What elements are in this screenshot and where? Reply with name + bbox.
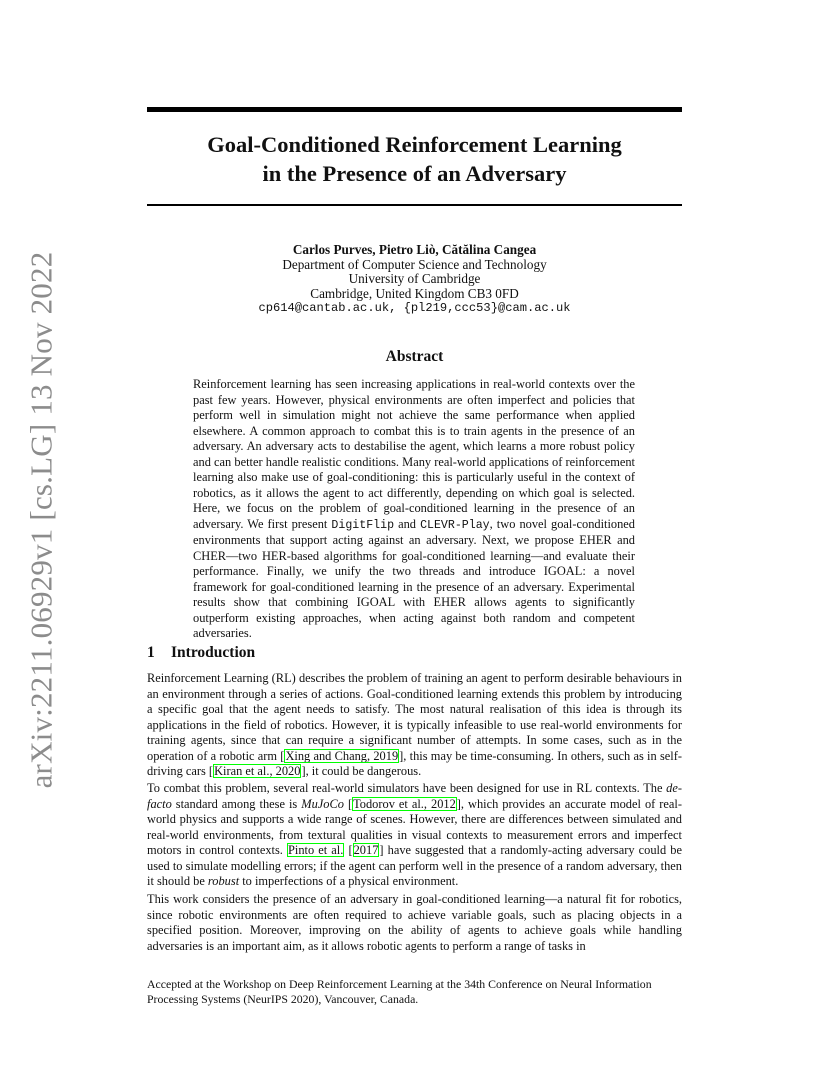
- title-bottom-rule: [147, 204, 682, 206]
- citation-link[interactable]: Pinto et al.: [287, 843, 344, 857]
- intro-paragraph-1: Reinforcement Learning (RL) describes the problem of training an agent to perform desirable behaviours in an environment through a series of actions. Goal-conditioned learning extends this problem by introducing a specific goal that the agent needs to satisfy. The most natural realisation of this idea is through its applications in the field of robotics. However, it is typically infeasible to use real-world environments for training agents, since that can require a significant number of attempts. In some cases, such as in the operation of a robotic arm [Xing and Chang, 2019], this may be time-consuming. In others, such as in self-driving cars [Kiran et al., 2020], it could be dangerous.: [147, 671, 682, 778]
- arxiv-stamp-text: arXiv:2211.06929v1 [cs.LG] 13 Nov 2022: [23, 251, 59, 789]
- section-number: 1: [147, 644, 155, 661]
- title-line-1: Goal-Conditioned Reinforcement Learning: [207, 132, 622, 157]
- arxiv-stamp: [22, 251, 60, 789]
- intro-paragraph-3: This work considers the presence of an adversary in goal-conditioned learning—a natural fit for robotics, since robotic environments are often required to achieve variable goals, such as placing objects in a specified position. Moreover, improving on the ability of agents to achieve goals while handling adversaries is an important aim, as it allows robotic agents to perform a range of tasks in: [147, 892, 682, 953]
- citation-link[interactable]: Xing and Chang, 2019: [285, 748, 399, 763]
- intro-paragraph-2: To combat this problem, several real-world simulators have been designed for use in RL contexts. The de-facto standard among these is MuJoCo [Todorov et al., 2012], which provides an accurate model of real-world physics and supports a wide range of scenes. However, there are differences between simulated and real-world environments, from textural qualities in visual contexts to measurement errors and imperfect motors in control contexts. Pinto et al. [2017] have suggested that a randomly-acting adversary could be used to simulate modelling errors; if the agent can perform well in the presence of a random adversary, then it should be robust to imperfections of a physical environment.: [147, 781, 682, 888]
- title-line-2: in the Presence of an Adversary: [262, 161, 567, 186]
- citation-link[interactable]: Kiran et al., 2020: [214, 764, 301, 778]
- paper-title: [147, 130, 682, 188]
- author-names: Carlos Purves, Pietro Liò, Cătălina Cangea: [292, 242, 537, 257]
- abstract-heading: Abstract: [385, 348, 444, 365]
- abstract-text: Reinforcement learning has seen increasing applications in real-world contexts over the past few years. However, physical environments are often imperfect and policies that perform well in simulation might not achieve the same performance when applied elsewhere. A common approach to combat this is to train agents in the presence of an adversary. An adversary acts to destabilise the agent, which learns a more robust policy and can better handle realistic conditions. Many real-world applications of reinforcement learning also make use of goal-conditioning: this is particularly useful in the context of robotics, as it allows the agent to act differently, depending on which goal is selected. Here, we focus on the problem of goal-conditioned learning in the presence of an adversary. We first present DigitFlip and CLEVR-Play, two novel goal-conditioned environments that support acting against an adversary. Next, we propose EHER and CHER—two HER-based algorithms for goal-conditioned learning—and evaluate their performance. Finally, we unify the two threads and introduce IGOAL: a novel framework for goal-conditioned learning in the presence of an adversary. Experimental results show that combining IGOAL with EHER allows agents to significantly outperform existing approaches, when acting against both random and competent adversaries.: [193, 377, 635, 640]
- section-heading-introduction: [147, 644, 255, 662]
- author-university: University of Cambridge: [348, 271, 481, 287]
- author-emails: cp614@cantab.ac.uk, {pl219,ccc53}@cam.ac.uk: [258, 301, 571, 316]
- venue-footnote: Accepted at the Workshop on Deep Reinforcement Learning at the 34th Conference on Neural Information Processing Systems (NeurIPS 2020), Vancouver, Canada.: [147, 977, 652, 1006]
- author-location: Cambridge, United Kingdom CB3 0FD: [310, 285, 519, 301]
- env-name-clevr-play: CLEVR-Play: [420, 518, 490, 532]
- section-title: Introduction: [171, 644, 256, 661]
- citation-link[interactable]: Todorov et al., 2012: [353, 796, 456, 811]
- env-name-digitflip: DigitFlip: [331, 518, 395, 532]
- author-department: Department of Computer Science and Technology: [282, 256, 547, 272]
- citation-link[interactable]: 2017: [353, 843, 379, 857]
- title-top-rule: [147, 107, 682, 112]
- author-block: [147, 243, 682, 316]
